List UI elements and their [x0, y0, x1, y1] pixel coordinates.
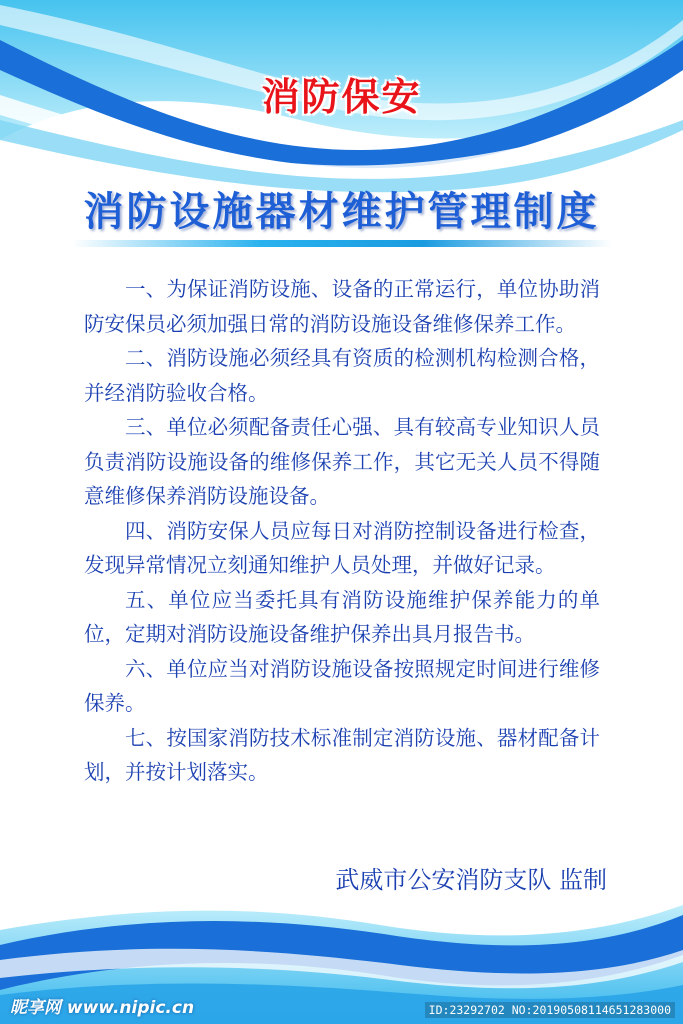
title-underline	[72, 240, 612, 247]
issuer-signature: 武威市公安消防支队 监制	[335, 866, 607, 894]
document-title: 消防设施器材维护管理制度	[83, 189, 600, 235]
clause-7: 七、按国家消防技术标准制定消防设施、器材配备计划，并按计划落实。	[84, 725, 600, 784]
header-title: 消防保安	[261, 75, 422, 119]
clause-3: 三、单位必须配备责任心强、具有较高专业知识人员负责消防设施设备的维修保养工作，其它无关人员不得随意维修保养消防设施设备。	[84, 415, 600, 508]
image-id-watermark: ID:23292702 NO:20190508114651283000	[425, 1002, 675, 1018]
clause-list	[84, 272, 600, 790]
clause-4: 四、消防安保人员应每日对消防控制设备进行检查，发现异常情况立刻通知维护人员处理，并做好记录。	[84, 518, 600, 577]
clause-6: 六、单位应当对消防设施设备按照规定时间进行维修保养。	[84, 656, 600, 715]
clause-1: 一、为保证消防设施、设备的正常运行，单位协助消防安保员必须加强日常的消防设施设备维修保养工作。	[84, 277, 600, 336]
site-watermark-logo: 昵享网 www.nipic.cn	[10, 998, 195, 1018]
clause-2: 二、消防设施必须经具有资质的检测机构检测合格，并经消防验收合格。	[84, 346, 600, 405]
clause-5: 五、单位应当委托具有消防设施维护保养能力的单位，定期对消防设施设备维护保养出具月报告书。	[84, 587, 600, 646]
